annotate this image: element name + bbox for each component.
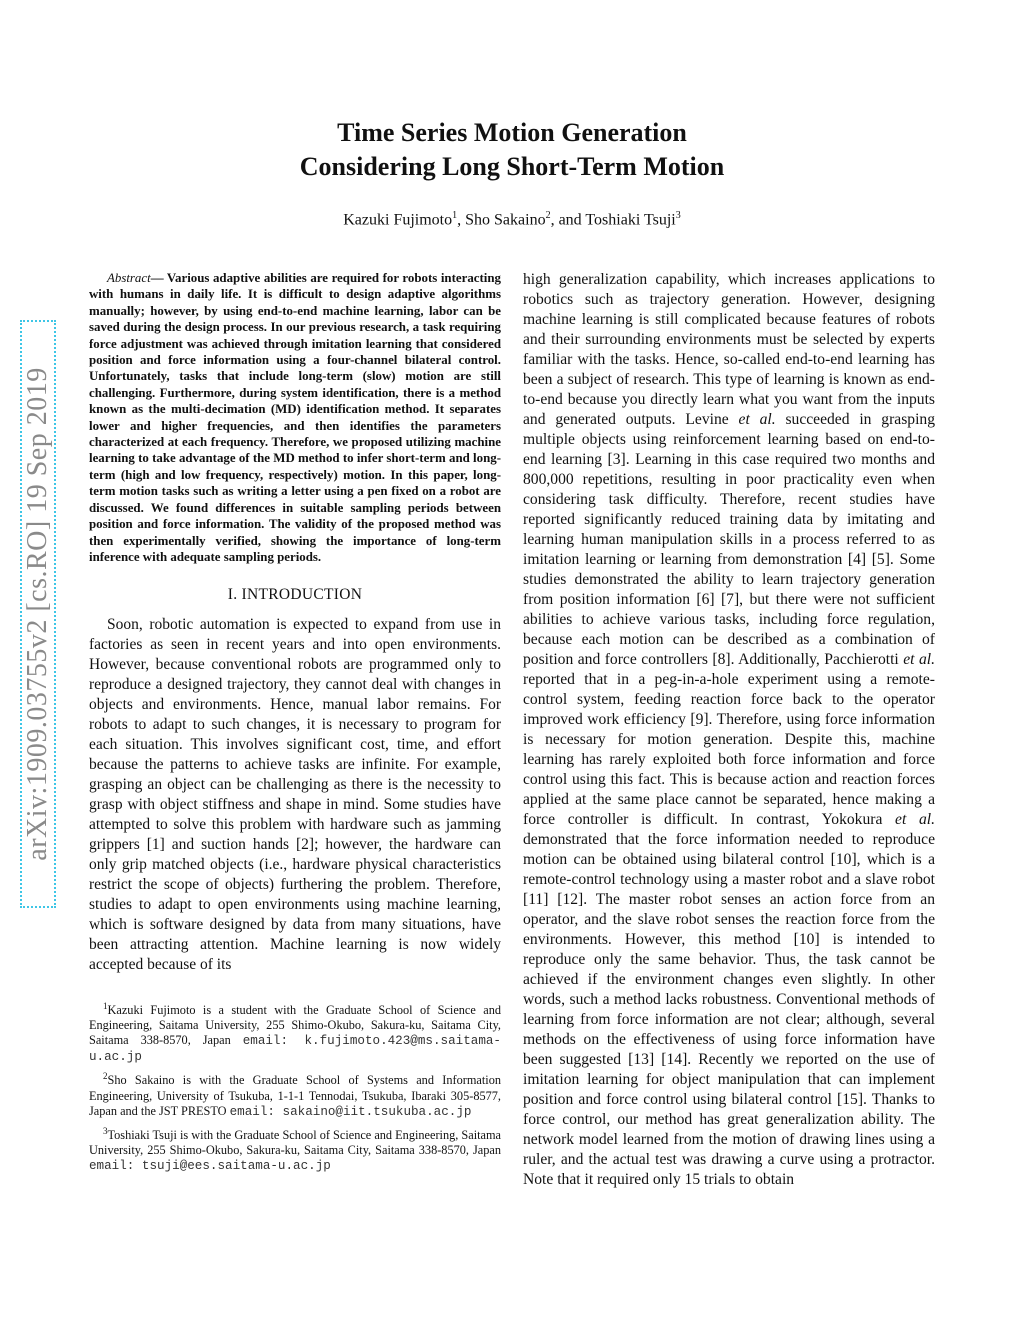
abstract-label: Abstract — [107, 271, 151, 285]
footnote-2 — [89, 1069, 501, 1119]
footnote-3-email: email: tsuji@ees.saitama-u.ac.jp — [89, 1158, 331, 1173]
abstract-text: — Various adaptive abilities are required for robots interacting with humans in daily life. It is difficult to design adaptive algorithms manually; however, by using end-to-end machine learning, labor can be saved during the design process. In our previous research, a task requiring force adjustment was achieved through imitation learning that considered position and force information using a four-channel bilateral control. Unfortunately, tasks that include long-term (slow) motion are still challenging. Furthermore, during system identification, there is a method known as the multi-decimation (MD) identification method. It separates lower and higher frequencies, and then identifies the parameters characterized at each frequency. Therefore, we proposed utilizing machine learning to take advantage of the MD method to infer short-term and long-term (high and low frequency, respectively) motion. In this paper, long-term motion tasks such as writing a letter using a pen fixed on a robot are discussed. We found differences in suitable sampling periods between position and force information. The validity of the proposed method was then experimentally verified, showing the importance of long-term inference with adequate sampling periods. — [89, 271, 501, 564]
arxiv-identifier: arXiv:1909.03755v2 [cs.RO] 19 Sep 2019 — [22, 367, 53, 861]
author-1-affiliation: 1 — [452, 210, 458, 221]
footnote-2-mark: 2 — [103, 1071, 108, 1082]
title-line-1: Time Series Motion Generation — [337, 118, 687, 147]
footnote-3-mark: 3 — [103, 1125, 108, 1136]
author-separator: , — [457, 211, 466, 229]
author-3: Toshiaki Tsuji — [585, 211, 676, 229]
citation-et-al: et al. — [895, 811, 935, 828]
citation-et-al: et al. — [903, 651, 935, 668]
body-text: reported that in a peg-in-a-hole experiment using a remote-control system, feeding reaction force back to the operator improved work efficiency [9]. Therefore, using force information is necessary for motion generation. Despite this, machine learning has rarely exploited both force information and force control using this fact. This is because action and reaction forces applied at the same place cannot be separated, hence making a force controller is difficult. In contrast, Yokokura — [523, 671, 935, 828]
arxiv-identifier-stamp — [20, 320, 56, 908]
body-text: succeeded in grasping multiple objects using reinforcement learning based on end-to-end learning [3]. Learning in this case required two months and 800,000 repetitions, resulting in poor practicality even when considering task difficulty. Therefore, recent studies have reported significantly reduced training data by imitating and learning human manipulation skills in a process referred to as imitation learning or learning from demonstration [4] [5]. Some studies demonstrated the ability to learn trajectory generation from position information [6] [7], but there were not sufficient abilities to achieve various tasks, including force regulation, because each motion can be described as a combination of position and force controllers [8]. Additionally, Pacchierotti — [523, 411, 936, 668]
footnote-1-mark: 1 — [103, 1001, 108, 1012]
author-2: Sho Sakaino — [465, 211, 546, 229]
author-separator: , and — [550, 211, 586, 229]
footnote-1-email: email: k.fujimoto.423@ms.saitama-u.ac.jp — [89, 1034, 501, 1065]
intro-continued-paragraph — [523, 270, 935, 1190]
paper-title — [0, 116, 1024, 184]
footnote-2-email: email: sakaino@iit.tsukuba.ac.jp — [229, 1104, 472, 1119]
right-column — [523, 270, 935, 1190]
author-1: Kazuki Fujimoto — [343, 211, 453, 229]
footnote-3-text: Toshiaki Tsuji is with the Graduate School of Science and Engineering, Saitama University, 255 Shimo-Okubo, Sakura-ku, Saitama City, Saitama 338-8570, Japan — [89, 1127, 502, 1157]
footnote-1-text: Kazuki Fujimoto is a student with the Graduate School of Science and Engineering, Saitama University, 255 Shimo-Okubo, Sakura-ku, Saitama City, Saitama 338-8570, Japan — [89, 1003, 501, 1048]
author-2-affiliation: 2 — [545, 210, 551, 221]
footnote-2-text: Sho Sakaino is with the Graduate School of Systems and Information Engineering, University of Tsukuba, 1-1-1 Tennodai, Tsukuba, Ibaraki 305-8577, Japan and the JST PRESTO — [89, 1073, 501, 1118]
section-heading-introduction: I. INTRODUCTION — [227, 586, 363, 604]
citation-et-al: et al. — [738, 411, 776, 428]
abstract — [89, 270, 501, 565]
intro-paragraph: Soon, robotic automation is expected to expand from use in factories as seen in recent years and into open environments. However, because conventional robots are programmed only to reproduce a designed trajectory, they cannot deal with changes in objects and environments. Hence, manual labor remains. For robots to adapt to such changes, it is necessary to program for each situation. This involves significant cost, time, and effort because the patterns to achieve tasks are infinite. For example, grasping an object can be challenging as there is the necessity to grasp with object stiffness and shape in mind. Some studies have attempted to solve this problem with hardware such as jamming grippers [1] and suction hands [2]; however, the hardware can only grip matched objects (i.e., hardware physical characteristics restrict the scope of objects) furthering the problem. Therefore, studies to adapt to open environments using machine learning, which is software designed by data from many situations, have been attracting attention. Machine learning is now widely accepted because of its — [89, 616, 501, 974]
footnote-3 — [89, 1124, 501, 1174]
footnote-1 — [89, 999, 501, 1065]
author-3-affiliation: 3 — [675, 210, 681, 221]
left-column — [89, 270, 501, 1178]
author-list — [0, 210, 1024, 229]
footnotes — [89, 999, 501, 1173]
body-text: demonstrated that the force information needed to reproduce motion can be obtained using bilateral control [10], which is a remote-control technology using a master robot and a slave robot [11] [12]. The master robot senses an action force from an operator, and the slave robot senses the reaction force from the environments. However, this method [10] is intended to reproduce only the same behavior. Thus, the task cannot be achieved if the environment changes even slightly. In other words, such a method lacks robustness. Conventional methods of learning from force information are not clear; although, several methods on the effectiveness of using force information have been suggested [13] [14]. Recently we reported on the use of imitation learning for object manipulation that can implement position and force control using bilateral control [15]. Thanks to force control, our method has great generalization ability. The network model learned from the motion of drawing lines using a ruler, and the actual test was drawing a curve using a protractor. Note that it required only 15 trials to obtain — [523, 831, 935, 1188]
body-text: high generalization capability, which increases applications to robotics such as trajectory generation. However, designing machine learning is still complicated because features of robots and their surrounding environments must be selected by experts familiar with the tasks. Hence, so-called end-to-end learning has been a subject of research. This type of learning is known as end-to-end because you directly learn what you want from the inputs and generated outputs. Levine — [523, 271, 935, 428]
title-line-2: Considering Long Short-Term Motion — [299, 152, 725, 181]
